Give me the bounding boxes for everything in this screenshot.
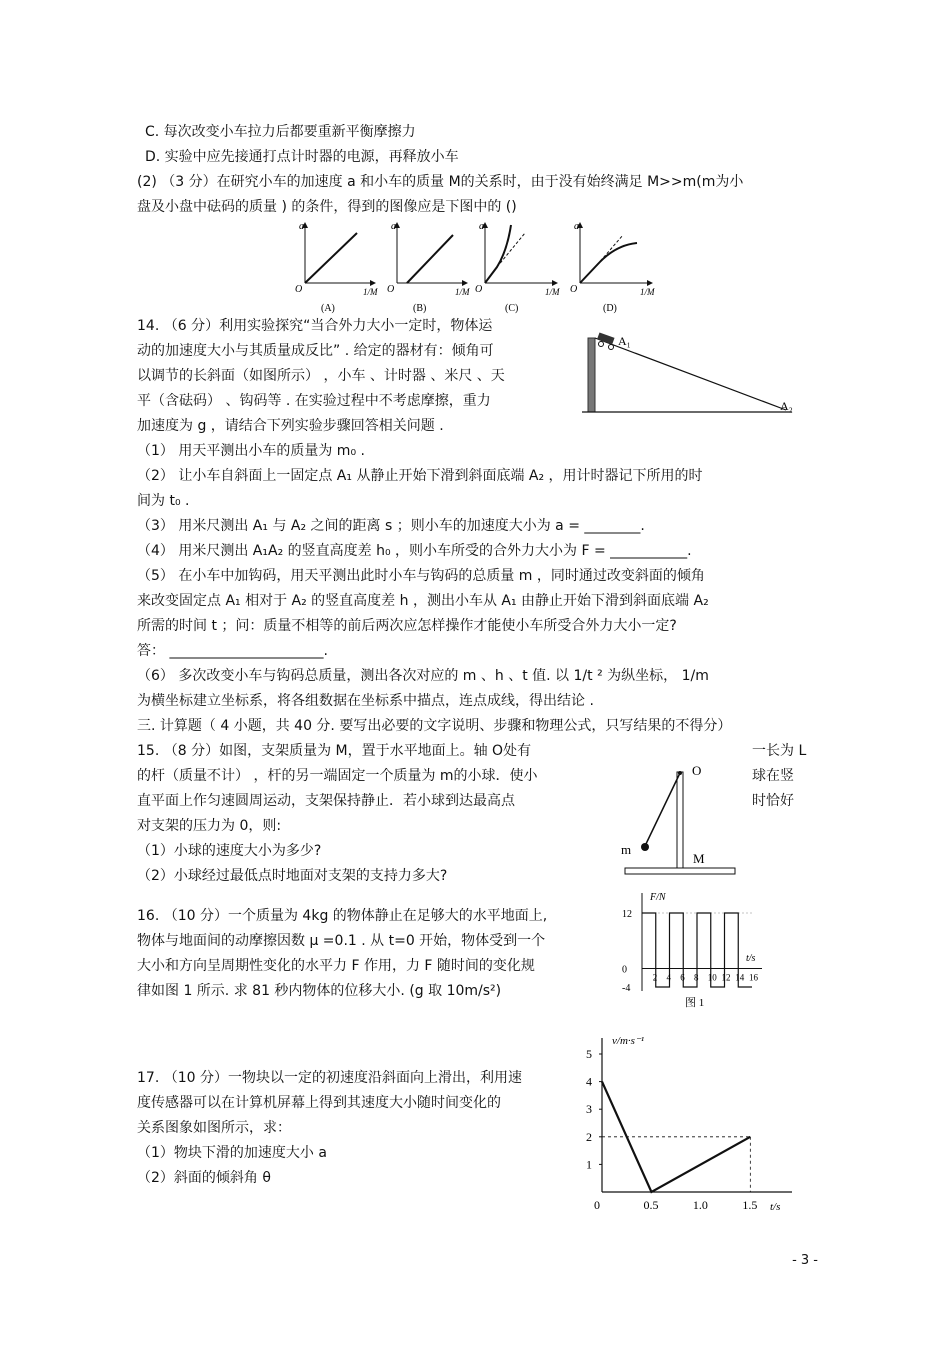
svg-text:1/M: 1/M — [455, 287, 470, 297]
force-x-tick: 4 — [666, 972, 671, 983]
svg-text:A₂: A₂ — [780, 399, 793, 413]
q17-question2: （2）斜面的倾斜角 θ — [137, 1170, 271, 1186]
svg-text:a: a — [479, 221, 484, 232]
q14-step6a: （6） 多次改变小车与钩码总质量，测出各次对应的 m 、h 、t 值. 以 1/t ² 为纵坐标， 1/m — [137, 668, 709, 684]
svg-text:(A): (A) — [321, 303, 335, 314]
q16-line1: 16. （10 分）一个质量为 4kg 的物体静止在足够大的水平地面上, — [137, 908, 548, 924]
q15-line2-right: 球在竖 — [752, 768, 794, 784]
svg-text:a: a — [391, 221, 396, 232]
svg-text:a: a — [574, 221, 579, 232]
svg-text:a: a — [299, 221, 304, 232]
velocity-x-tick: 0.5 — [643, 1198, 659, 1212]
q15-question2: （2）小球经过最低点时地面对支架的支持力多大? — [137, 868, 448, 884]
svg-text:1/M: 1/M — [363, 287, 378, 297]
force-x-tick: 12 — [721, 972, 731, 983]
q13-option-d: D. 实验中应先接通打点计时器的电源，再释放小车 — [145, 149, 459, 165]
force-x-tick: 14 — [735, 972, 745, 983]
velocity-y-tick: 3 — [586, 1102, 592, 1117]
q15-line1-right: 一长为 L — [752, 743, 807, 759]
svg-text:O: O — [692, 763, 702, 778]
velocity-y-tick: 5 — [586, 1047, 592, 1061]
velocity-y-tick: 2 — [586, 1129, 592, 1144]
q14-step5a: （5） 在小车中加钩码，用天平测出此时小车与钩码的总质量 m ，同时通过改变斜面的倾角 — [137, 568, 705, 584]
q16-line4: 律如图 1 所示. 求 81 秒内物体的位移大小. (g 取 10m/s²) — [137, 983, 502, 999]
svg-text:O: O — [387, 284, 395, 295]
svg-text:1/M: 1/M — [545, 287, 560, 297]
q13-part2-line1: (2) （3 分）在研究小车的加速度 a 和小车的质量 M的关系时，由于没有始终满足 M>>m(m为小 — [137, 174, 744, 190]
force-y-tick: -4 — [622, 983, 631, 994]
force-caption: 图 1 — [685, 997, 705, 1009]
svg-text:1/M: 1/M — [640, 287, 655, 297]
q17-line2: 度传感器可以在计算机屏幕上得到其速度大小随时间变化的 — [137, 1095, 501, 1111]
svg-text:(D): (D) — [603, 303, 617, 314]
q13-part2-line2: 盘及小盘中砝码的质量 ) 的条件，得到的图像应是下图中的 () — [137, 199, 517, 215]
svg-text:O: O — [570, 284, 578, 295]
force-time-chart — [620, 885, 770, 1010]
svg-text:O: O — [295, 284, 303, 295]
velocity-y-tick: 1 — [586, 1157, 592, 1172]
graph-b — [387, 221, 470, 314]
svg-text:(C): (C) — [505, 303, 519, 314]
svg-text:(B): (B) — [413, 303, 427, 314]
force-x-tick: 10 — [707, 972, 717, 983]
q14-step5c: 所需的时间 t ；问：质量不相等的前后两次应怎样操作才能使小车所受合外力大小一定? — [137, 618, 677, 634]
q14-step1: （1） 用天平测出小车的质量为 m₀ . — [137, 443, 365, 459]
velocity-time-chart — [580, 1032, 800, 1222]
q13-graph-options — [285, 215, 665, 315]
q14-step2a: （2） 让小车自斜面上一固定点 A₁ 从静止开始下滑到斜面底端 A₂ ，用计时器记下所用的时 — [137, 468, 703, 484]
svg-text:M: M — [693, 851, 705, 866]
force-y-label: F/N — [650, 892, 666, 903]
q14-answer: 答： ______________________. — [137, 643, 328, 659]
q14-line3: 以调节的长斜面（如图所示） ，小车 、计时器 、米尺 、天 — [137, 368, 505, 384]
q17-line1: 17. （10 分）一物块以一定的初速度沿斜面向上滑出，利用速 — [137, 1070, 522, 1086]
q14-line5: 加速度为 g ，请结合下列实验步骤回答相关问题 . — [137, 418, 444, 434]
q17-line3: 关系图象如图所示，求： — [137, 1120, 291, 1136]
page-number: - 3 - — [792, 1253, 818, 1268]
svg-text:O: O — [475, 284, 483, 295]
force-x-tick: 16 — [749, 972, 758, 983]
force-y-tick: 12 — [622, 909, 632, 920]
graph-d — [570, 221, 655, 314]
ball-icon — [641, 843, 649, 851]
q14-step6b: 为横坐标建立坐标系，将各组数据在坐标系中描点，连点成线，得出结论 . — [137, 693, 594, 709]
graph-c — [475, 221, 560, 314]
force-x-tick: 8 — [694, 972, 699, 983]
incline-figure — [582, 330, 802, 415]
svg-text:m: m — [621, 842, 632, 857]
q15-line2: 的杆（质量不计） ，杆的另一端固定一个质量为 m的小球．使小 — [137, 768, 538, 784]
force-y-tick: 0 — [622, 964, 627, 976]
q16-line3: 大小和方向呈周期性变化的水平力 F 作用，力 F 随时间的变化规 — [137, 958, 535, 974]
velocity-y-label: v/m·s⁻¹ — [612, 1035, 645, 1047]
q14-line4: 平（含砝码） 、钩码等 . 在实验过程中不考虑摩擦，重力 — [137, 393, 491, 409]
force-x-tick: 2 — [652, 972, 658, 983]
q14-step3: （3） 用米尺测出 A₁ 与 A₂ 之间的距离 s ；则小车的加速度大小为 a = ________. — [137, 518, 645, 534]
velocity-y-tick: 4 — [586, 1074, 592, 1089]
q14-step4: （4） 用米尺测出 A₁A₂ 的竖直高度差 h₀ ，则小车所受的合外力大小为 F = ___________. — [137, 543, 692, 559]
q17-question1: （1）物块下滑的加速度大小 a — [137, 1145, 327, 1161]
graph-a — [295, 221, 378, 314]
q15-line3: 直平面上作匀速圆周运动，支架保持静止．若小球到达最高点 — [137, 793, 515, 809]
q14-step5b: 来改变固定点 A₁ 相对于 A₂ 的竖直高度差 h ，测出小车从 A₁ 由静止开始下滑到斜面底端 A₂ — [137, 593, 709, 609]
q16-line2: 物体与地面间的动摩擦因数 μ =0.1 . 从 t=0 开始，物体受到一个 — [137, 933, 546, 949]
velocity-x-tick: 1.5 — [742, 1198, 758, 1212]
q15-line3-right: 时恰好 — [752, 793, 794, 809]
section-3-heading: 三. 计算题（ 4 小题，共 40 分. 要写出必要的文字说明、步骤和物理公式，只写结果的不得分） — [137, 718, 732, 734]
q15-line1: 15. （8 分）如图，支架质量为 M，置于水平地面上。轴 O处有 — [137, 743, 532, 759]
q15-line4: 对支架的压力为 0，则: — [137, 818, 282, 834]
q14-line2: 动的加速度大小与其质量成反比” . 给定的器材有：倾角可 — [137, 343, 494, 359]
stand-figure — [615, 760, 745, 880]
svg-text:A₁: A₁ — [618, 334, 631, 348]
q15-question1: （1）小球的速度大小为多少? — [137, 843, 322, 859]
velocity-x-tick: 1.0 — [692, 1198, 708, 1212]
force-x-label: t/s — [746, 953, 756, 964]
q14-line1: 14. （6 分）利用实验探究“当合外力大小一定时，物体运 — [137, 318, 493, 334]
force-x-tick: 6 — [680, 972, 685, 983]
cart-icon — [597, 332, 614, 349]
velocity-x-label: t/s — [770, 1201, 781, 1213]
q14-step2b: 间为 t₀ . — [137, 493, 190, 509]
q13-option-c: C. 每次改变小车拉力后都要重新平衡摩擦力 — [145, 124, 416, 140]
velocity-x-tick: 0 — [594, 1198, 600, 1212]
